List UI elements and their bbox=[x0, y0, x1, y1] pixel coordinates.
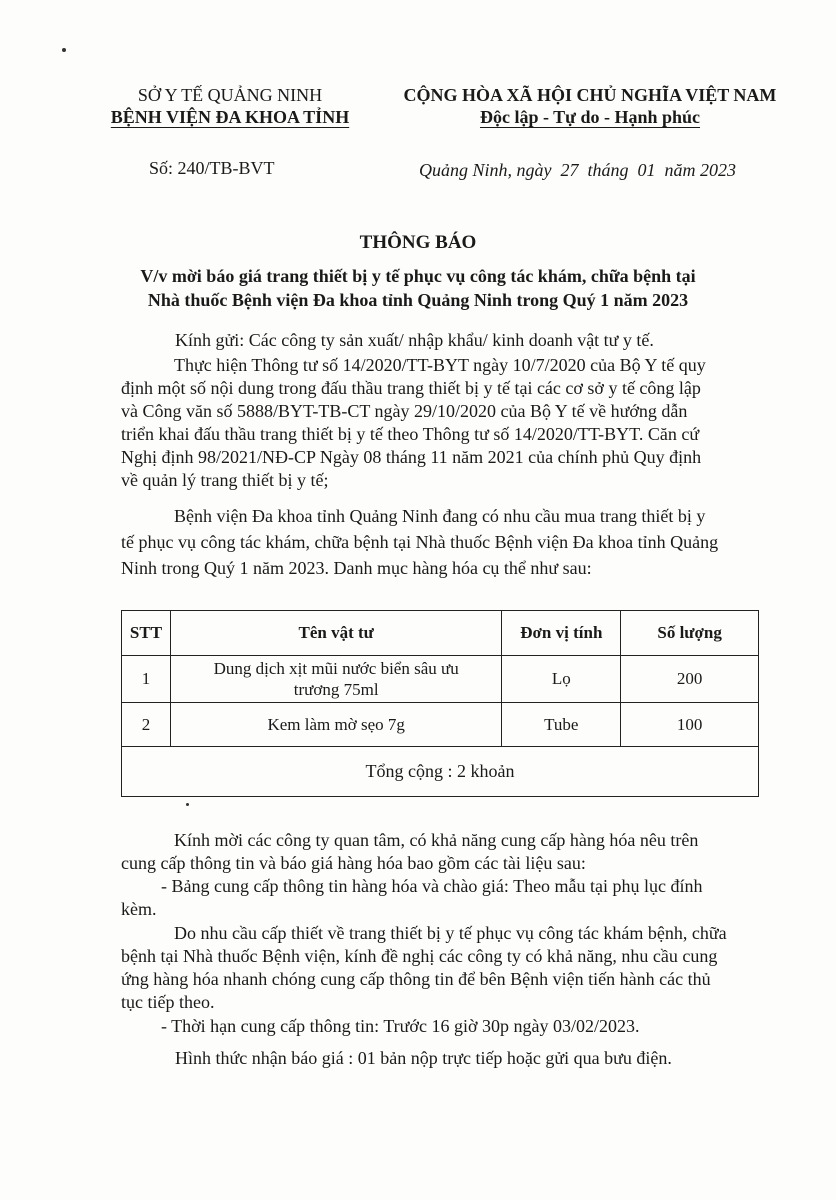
bullet-line-2: kèm. bbox=[121, 899, 157, 919]
para1-line-3: và Công văn số 5888/BYT-TB-CT ngày 29/10/2020 của Bộ Y tế về hướng dẫn bbox=[121, 401, 688, 421]
place-date: Quảng Ninh, ngày 27 tháng 01 năm 2023 bbox=[419, 160, 736, 180]
notice-title: THÔNG BÁO bbox=[359, 232, 477, 253]
national-header bbox=[380, 84, 800, 128]
hospital-name: BỆNH VIỆN ĐA KHOA TỈNH bbox=[110, 107, 350, 127]
invite-line-2: cung cấp thông tin và báo giá hàng hóa bao gồm các tài liệu sau: bbox=[121, 853, 586, 873]
row-unit: Tube bbox=[502, 703, 621, 747]
national-motto: Độc lập - Tự do - Hạnh phúc bbox=[479, 107, 701, 127]
deadline-line: - Thời hạn cung cấp thông tin: Trước 16 giờ 30p ngày 03/02/2023. bbox=[161, 1016, 640, 1036]
para1-line-1: Thực hiện Thông tư số 14/2020/TT-BYT ngày 10/7/2020 của Bộ Y tế quy bbox=[174, 355, 706, 375]
row-quantity: 100 bbox=[621, 703, 759, 747]
scan-speck bbox=[62, 48, 66, 52]
urgency-paragraph bbox=[121, 922, 761, 1014]
country-name: CỘNG HÒA XÃ HỘI CHỦ NGHĨA VIỆT NAM bbox=[403, 85, 777, 105]
para2-line-2: tế phục vụ công tác khám, chữa bệnh tại Nhà thuốc Bệnh viện Đa khoa tỉnh Quảng bbox=[121, 532, 719, 552]
table-row bbox=[122, 703, 759, 747]
table-total-row bbox=[122, 747, 759, 797]
para2-line-1: Bệnh viện Đa khoa tỉnh Quảng Ninh đang có nhu cầu mua trang thiết bị y bbox=[174, 506, 706, 526]
header-quantity: Số lượng bbox=[621, 611, 759, 656]
invite-line-1: Kính mời các công ty quan tâm, có khả năng cung cấp hàng hóa nêu trên bbox=[174, 830, 699, 850]
para2-line-3: Ninh trong Quý 1 năm 2023. Danh mục hàng hóa cụ thể như sau: bbox=[121, 558, 592, 578]
table-header-row bbox=[122, 611, 759, 656]
legal-basis-paragraph bbox=[121, 354, 761, 492]
document-number: Số: 240/TB-BVT bbox=[149, 158, 275, 178]
need-paragraph bbox=[121, 503, 761, 581]
row-unit: Lọ bbox=[502, 656, 621, 703]
recipient-line: Kính gửi: Các công ty sản xuất/ nhập khẩu/ kinh doanh vật tư y tế. bbox=[175, 330, 654, 350]
row-item-name: Kem làm mờ sẹo 7g bbox=[170, 703, 501, 747]
row-stt: 1 bbox=[122, 656, 171, 703]
items-table bbox=[121, 610, 759, 797]
para1-line-6: về quản lý trang thiết bị y tế; bbox=[121, 470, 329, 490]
bullet-line-1: - Bảng cung cấp thông tin hàng hóa và chào giá: Theo mẫu tại phụ lục đính bbox=[161, 876, 703, 896]
para1-line-2: định một số nội dung trong đấu thầu trang thiết bị y tế tại các cơ sở y tế công lập bbox=[121, 378, 701, 398]
urgent-line-1: Do nhu cầu cấp thiết về trang thiết bị y tế phục vụ công tác khám bệnh, chữa bbox=[174, 923, 727, 943]
urgent-line-3: ứng hàng hóa nhanh chóng cung cấp thông tin để bên Bệnh viện tiến hành các thủ bbox=[121, 969, 711, 989]
table-row bbox=[122, 656, 759, 703]
submission-method: Hình thức nhận báo giá : 01 bản nộp trực tiếp hoặc gửi qua bưu điện. bbox=[175, 1048, 672, 1068]
para1-line-4: triển khai đấu thầu trang thiết bị y tế theo Thông tư số 14/2020/TT-BYT. Căn cứ bbox=[121, 424, 700, 444]
header-item-name: Tên vật tư bbox=[170, 611, 501, 656]
header-unit: Đơn vị tính bbox=[502, 611, 621, 656]
issuer-block bbox=[95, 84, 365, 128]
header-stt: STT bbox=[122, 611, 171, 656]
invitation-paragraph bbox=[121, 829, 761, 921]
department-name: SỞ Y TẾ QUẢNG NINH bbox=[137, 85, 323, 105]
urgent-line-2: bệnh tại Nhà thuốc Bệnh viện, kính đề nghị các công ty có khả năng, nhu cầu cung bbox=[121, 946, 718, 966]
subject-line-1: V/v mời báo giá trang thiết bị y tế phục vụ công tác khám, chữa bệnh tại bbox=[140, 266, 696, 286]
scan-speck bbox=[186, 803, 189, 806]
table-total: Tổng cộng : 2 khoản bbox=[122, 747, 759, 797]
subject-line-2: Nhà thuốc Bệnh viện Đa khoa tỉnh Quảng Ninh trong Quý 1 năm 2023 bbox=[147, 290, 689, 310]
para1-line-5: Nghị định 98/2021/NĐ-CP Ngày 08 tháng 11 năm 2021 của chính phủ Quy định bbox=[121, 447, 702, 467]
row-quantity: 200 bbox=[621, 656, 759, 703]
row-item-name: Dung dịch xịt mũi nước biển sâu ưu trương 75ml bbox=[170, 656, 501, 703]
urgent-line-4: tục tiếp theo. bbox=[121, 992, 215, 1012]
notice-subject bbox=[40, 264, 796, 312]
row-stt: 2 bbox=[122, 703, 171, 747]
